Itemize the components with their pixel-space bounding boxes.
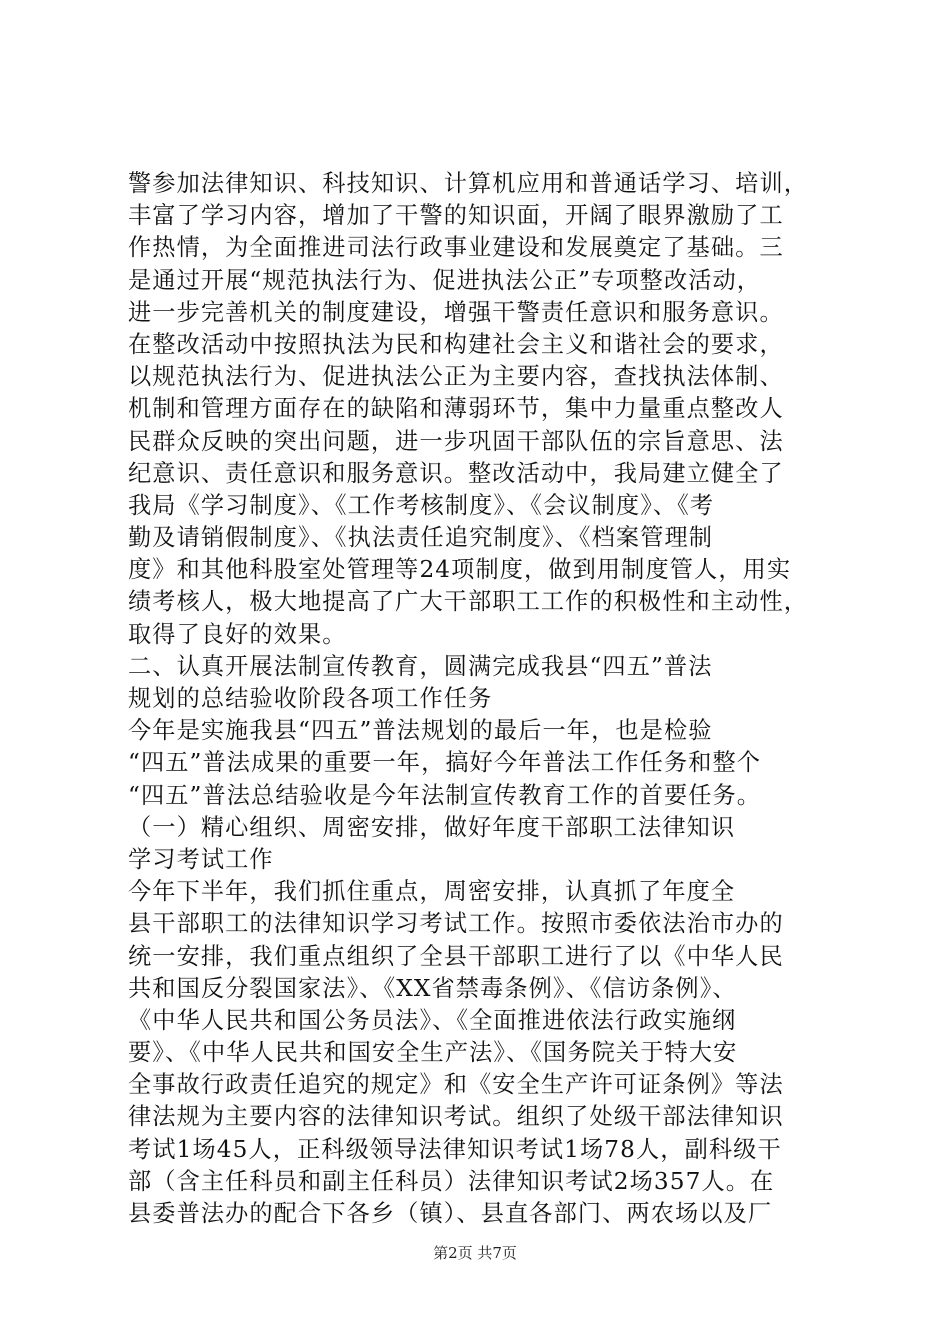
text-line: 《中华人民共和国公务员法》、《全面推进依法行政实施纲 xyxy=(128,1006,737,1034)
text-line: 绩考核人，极大地提高了广大干部职工工作的积极性和主动性， xyxy=(128,588,809,616)
page-footer xyxy=(0,1243,950,1263)
text-line: 我局《学习制度》、《工作考核制度》、《会议制度》、《考 xyxy=(128,491,715,519)
text-line: 县干部职工的法律知识学习考试工作。按照市委依法治市办的 xyxy=(128,910,784,938)
text-line: 进一步完善机关的制度建设，增强干警责任意识和服务意识。 xyxy=(128,298,784,326)
text-line: 全事故行政责任追究的规定》和《安全生产许可证条例》等法 xyxy=(128,1071,784,1099)
text-line: 以规范执法行为、促进执法公正为主要内容，查找执法体制、 xyxy=(128,363,784,391)
text-line: 勤及请销假制度》、《执法责任追究制度》、《档案管理制 xyxy=(128,524,714,552)
text-line: 警参加法律知识、科技知识、计算机应用和普通话学习、培训， xyxy=(128,170,809,197)
text-line: 丰富了学习内容，增加了干警的知识面，开阔了眼界激励了工 xyxy=(128,202,784,230)
section-heading: 二、认真开展法制宣传教育，圆满完成我县“四五”普法 xyxy=(128,652,713,680)
text-line: 取得了良好的效果。 xyxy=(128,620,347,648)
text-line: “四五”普法成果的重要一年，搞好今年普法工作任务和整个 xyxy=(128,749,762,777)
section-heading: 规划的总结验收阶段各项工作任务 xyxy=(128,685,493,712)
text-line: 机制和管理方面存在的缺陷和薄弱环节，集中力量重点整改人 xyxy=(128,395,784,423)
text-line: 是通过开展“规范执法行为、促进执法公正”专项整改活动， xyxy=(128,266,762,294)
text-line: “四五”普法总结验收是今年法制宣传教育工作的首要任务。 xyxy=(128,781,762,809)
text-line: 县委普法办的配合下各乡（镇）、县直各部门、两农场以及厂 xyxy=(128,1200,773,1227)
text-line: 度》和其他科股室处管理等24项制度，做到用制度管人，用实 xyxy=(128,556,792,584)
text-line: 民群众反映的突出问题，进一步巩固干部队伍的宗旨意思、法 xyxy=(128,427,784,455)
body-text xyxy=(128,168,828,1230)
subsection-heading: 学习考试工作 xyxy=(128,845,274,873)
text-line: 部（含主任科员和副主任科员）法律知识考试2场357人。在 xyxy=(128,1167,775,1195)
text-line: 要》、《中华人民共和国安全生产法》、《国务院关于特大安 xyxy=(128,1039,738,1067)
text-line: 在整改活动中按照执法为民和构建社会主义和谐社会的要求， xyxy=(128,330,784,358)
text-line: 今年是实施我县“四五”普法规划的最后一年，也是检验 xyxy=(128,717,713,745)
text-line: 律法规为主要内容的法律知识考试。组织了处级干部法律知识 xyxy=(128,1103,784,1131)
page-number-label: 第2页 共7页 xyxy=(433,1244,517,1262)
subsection-heading: （一）精心组织、周密安排，做好年度干部职工法律知识 xyxy=(128,813,736,841)
text-line: 统一安排，我们重点组织了全县干部职工进行了以《中华人民 xyxy=(128,942,784,970)
text-line: 今年下半年，我们抓住重点，周密安排，认真抓了年度全 xyxy=(128,878,736,906)
text-line: 作热情，为全面推进司法行政事业建设和发展奠定了基础。三 xyxy=(128,234,784,262)
text-line: 纪意识、责任意识和服务意识。整改活动中，我局建立健全了 xyxy=(128,459,784,487)
text-line: 共和国反分裂国家法》、《XX省禁毒条例》、《信访条例》、 xyxy=(128,974,737,1002)
text-line: 考试1场45人，正科级领导法律知识考试1场78人，副科级干 xyxy=(128,1135,782,1163)
